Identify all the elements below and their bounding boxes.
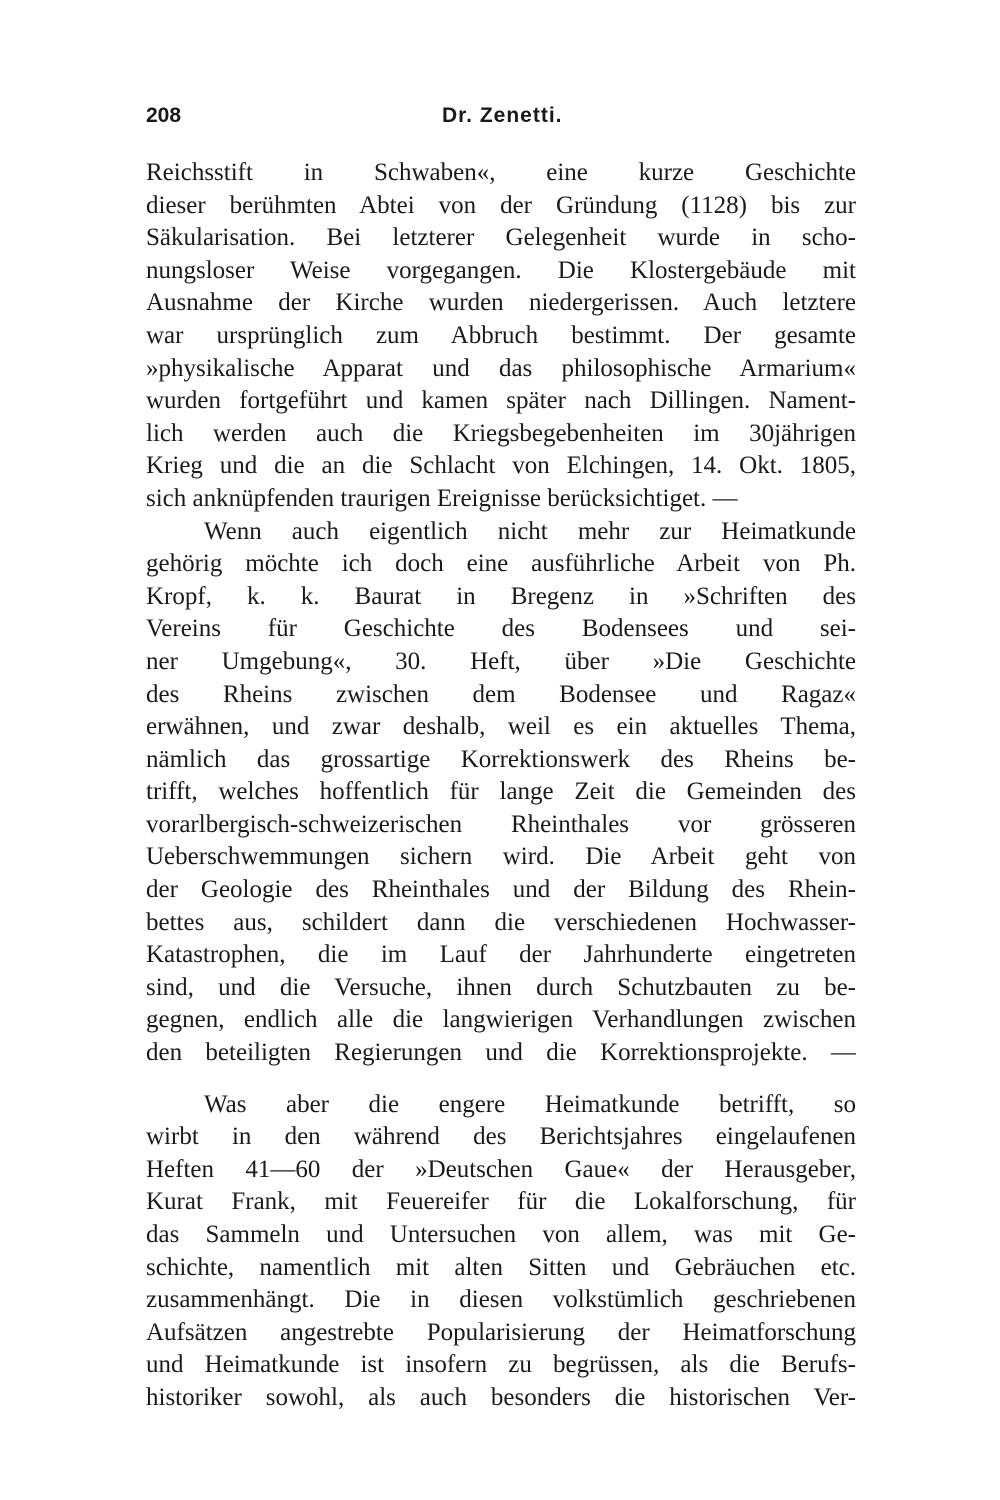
text-line: Ausnahme der Kirche wurden niedergerissen. Auch letztere — [146, 289, 856, 317]
text-line: zusammenhängt. Die in diesen volkstümlich geschriebenen — [146, 1286, 856, 1314]
text-line: Ueberschwemmungen sichern wird. Die Arbeit geht von — [146, 843, 856, 871]
paragraph-1 — [146, 157, 856, 516]
text-line: den beteiligten Regierungen und die Korrektionsprojekte. — — [146, 1039, 856, 1067]
text-line: der Geologie des Rheinthales und der Bildung des Rhein- — [146, 876, 856, 904]
text-line: wurden fortgeführt und kamen später nach Dillingen. Nament- — [146, 387, 856, 415]
text-line: nämlich das grossartige Korrektionswerk des Rheins be- — [146, 745, 856, 773]
text-line: »physikalische Apparat und das philosophische Armarium« — [146, 354, 856, 382]
body-text — [146, 157, 856, 1415]
text-line: Kropf, k. k. Baurat in Bregenz in »Schriften des — [146, 582, 856, 610]
text-line: Heften 41—60 der »Deutschen Gaue« der Herausgeber, — [146, 1155, 856, 1183]
text-line: historiker sowohl, als auch besonders die historischen Ver- — [146, 1383, 856, 1411]
text-line: sind, und die Versuche, ihnen durch Schutzbauten zu be- — [146, 973, 856, 1001]
text-line: des Rheins zwischen dem Bodensee und Ragaz« — [146, 680, 856, 708]
text-line: erwähnen, und zwar deshalb, weil es ein aktuelles Thema, — [146, 713, 856, 741]
text-line: schichte, namentlich mit alten Sitten und Gebräuchen etc. — [146, 1253, 856, 1281]
text-line: Krieg und die an die Schlacht von Elchingen, 14. Okt. 1805, — [146, 452, 856, 480]
text-line: trifft, welches hoffentlich für lange Zeit die Gemeinden des — [146, 778, 856, 806]
text-line: wirbt in den während des Berichtsjahres eingelaufenen — [146, 1123, 856, 1151]
text-line: Katastrophen, die im Lauf der Jahrhunderte eingetreten — [146, 941, 856, 969]
text-line: Aufsätzen angestrebte Popularisierung der Heimatforschung — [146, 1318, 856, 1346]
running-head — [146, 100, 856, 134]
text-line: Säkularisation. Bei letzterer Gelegenheit wurde in scho- — [146, 224, 856, 252]
text-line: gehörig möchte ich doch eine ausführliche Arbeit von Ph. — [146, 550, 856, 578]
text-line: lich werden auch die Kriegsbegebenheiten im 30jährigen — [146, 419, 856, 447]
text-line: ner Umgebung«, 30. Heft, über »Die Geschichte — [146, 647, 856, 675]
text-line: dieser berühmten Abtei von der Gründung (1128) bis zur — [146, 191, 856, 219]
text-line: Was aber die engere Heimatkunde betrifft, so — [204, 1090, 856, 1118]
text-line: vorarlbergisch-schweizerischen Rheinthales vor grösseren — [146, 810, 856, 838]
text-line: Kurat Frank, mit Feuereifer für die Lokalforschung, für — [146, 1188, 856, 1216]
paragraph-2 — [146, 516, 856, 1070]
text-line: Wenn auch eigentlich nicht mehr zur Heimatkunde — [204, 517, 856, 545]
paragraph-3 — [146, 1089, 856, 1415]
text-line: bettes aus, schildert dann die verschiedenen Hochwasser- — [146, 908, 856, 936]
text-line: und Heimatkunde ist insofern zu begrüssen, als die Berufs- — [146, 1351, 856, 1379]
text-line: war ursprünglich zum Abbruch bestimmt. Der gesamte — [146, 321, 856, 349]
paragraph-gap — [146, 1070, 856, 1089]
text-line: sich anknüpfenden traurigen Ereignisse berücksichtiget. — — [146, 484, 738, 512]
text-line: gegnen, endlich alle die langwierigen Verhandlungen zwischen — [146, 1006, 856, 1034]
page-header-title: Dr. Zenetti. — [442, 104, 563, 127]
text-line: Reichsstift in Schwaben«, eine kurze Geschichte — [146, 159, 856, 186]
text-line: Vereins für Geschichte des Bodensees und sei- — [146, 615, 856, 643]
page-number: 208 — [146, 104, 182, 127]
text-line: nungsloser Weise vorgegangen. Die Klostergebäude mit — [146, 256, 856, 284]
text-line: das Sammeln und Untersuchen von allem, was mit Ge- — [146, 1221, 856, 1248]
